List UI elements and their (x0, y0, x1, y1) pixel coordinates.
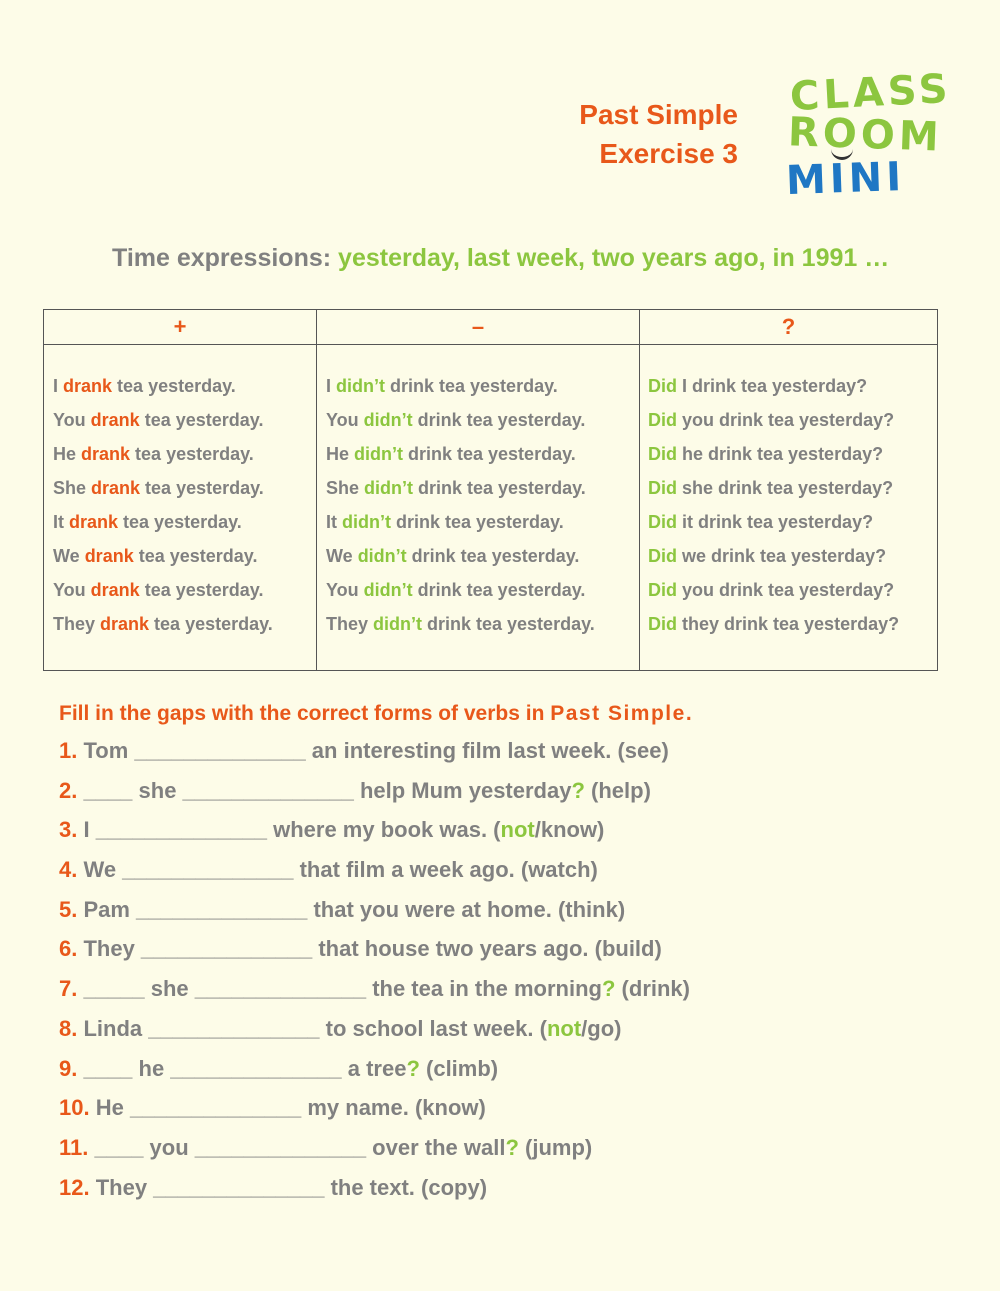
negative-sentence (326, 573, 639, 607)
sentence-auxiliary: Did (648, 478, 677, 498)
exercise-item (59, 890, 959, 930)
sentence-rest: drink tea yesterday. (412, 410, 586, 430)
item-number: 8. (59, 1015, 78, 1041)
sentence-subject: We (326, 546, 358, 566)
question-sentence (648, 471, 937, 505)
negative-sentence (326, 505, 639, 539)
sentence-rest: tea yesterday. (149, 614, 273, 634)
item-number: 6. (59, 936, 78, 962)
exercise-item (59, 929, 959, 969)
question-sentence (648, 403, 937, 437)
logo-line-2: ROOM (787, 109, 944, 161)
item-text: They ______________ the text. (copy) (89, 1174, 488, 1200)
item-text: They ______________ that house two years ago. (build) (77, 936, 662, 962)
sentence-auxiliary: didn’t (363, 580, 413, 600)
sentence-subject: She (326, 478, 365, 498)
item-text: Tom ______________ an interesting film last week. (see) (77, 738, 669, 763)
affirmative-header: + (44, 310, 316, 345)
question-list (640, 345, 937, 641)
negative-column (316, 310, 639, 670)
exercise-item (59, 850, 959, 890)
item-number: 10. (59, 1095, 90, 1121)
exercise-instruction (59, 697, 959, 731)
sentence-subject: It (326, 512, 342, 532)
sentence-auxiliary: didn’t (342, 512, 391, 532)
item-highlight: not (546, 1015, 582, 1041)
instruction-emphasis: Past Simple (550, 702, 686, 725)
item-highlight: ? (601, 976, 616, 1002)
sentence-subject: I (53, 376, 64, 396)
logo-line-3: MINI (785, 153, 906, 205)
question-sentence (648, 607, 937, 641)
affirmative-sentence (53, 471, 316, 505)
affirmative-sentence (53, 403, 316, 437)
title-line-1: Past Simple (579, 99, 738, 130)
exercise-item (59, 1168, 959, 1208)
sentence-rest: you drink tea yesterday? (677, 580, 895, 600)
item-text: I ______________ where my book was. ( (77, 817, 501, 843)
sentence-rest: drink tea yesterday. (406, 546, 580, 566)
sentence-verb: drank (100, 614, 150, 634)
sentence-subject: You (326, 410, 364, 430)
exercise-item (59, 1128, 959, 1168)
sentence-rest: drink tea yesterday. (422, 614, 595, 634)
negative-header: – (317, 310, 639, 345)
sentence-rest: drink tea yesterday. (412, 580, 586, 600)
question-header: ? (640, 310, 937, 345)
sentence-rest: drink tea yesterday. (403, 444, 576, 464)
classroom-mini-logo (785, 65, 953, 205)
sentence-auxiliary: Did (648, 410, 677, 430)
item-highlight: not (500, 817, 535, 843)
exercise-item (59, 1049, 959, 1089)
item-highlight: ? (505, 1134, 519, 1160)
sentence-auxiliary: didn’t (336, 376, 385, 396)
sentence-rest: tea yesterday. (139, 410, 264, 430)
time-expressions-value: yesterday, last week, two years ago, in 1991 … (338, 244, 890, 272)
sentence-rest: tea yesterday. (118, 512, 242, 532)
sentence-subject: I (326, 376, 337, 396)
exercise-items (59, 731, 959, 1207)
item-text: Linda ______________ to school last week. ( (77, 1015, 547, 1041)
sentence-rest: tea yesterday. (112, 376, 236, 396)
sentence-rest: it drink tea yesterday? (677, 512, 874, 532)
sentence-auxiliary: didn’t (363, 410, 413, 430)
item-text: ____ she ______________ help Mum yesterday (77, 777, 572, 803)
negative-list (317, 345, 639, 641)
item-number: 11. (59, 1134, 89, 1160)
negative-sentence (326, 607, 639, 641)
exercise-item (59, 1088, 959, 1128)
item-highlight: ? (571, 777, 585, 803)
sentence-subject: They (326, 614, 374, 634)
sentence-rest: we drink tea yesterday? (677, 546, 887, 566)
item-number: 5. (59, 896, 78, 922)
sentence-rest: she drink tea yesterday? (677, 478, 894, 498)
sentence-subject: You (53, 410, 91, 430)
item-text: ____ you ______________ over the wall (88, 1134, 506, 1160)
affirmative-list (44, 345, 316, 641)
sentence-rest: tea yesterday. (130, 444, 254, 464)
sentence-auxiliary: didn’t (364, 478, 413, 498)
question-sentence (648, 437, 937, 471)
sentence-rest: tea yesterday. (139, 580, 264, 600)
sentence-auxiliary: Did (648, 512, 677, 532)
item-number: 7. (59, 976, 78, 1002)
item-number: 9. (59, 1055, 78, 1081)
sentence-auxiliary: Did (648, 580, 677, 600)
grammar-table (43, 309, 938, 671)
page-title (579, 95, 738, 173)
item-text: He ______________ my name. (know) (89, 1095, 486, 1121)
exercise-item (59, 969, 959, 1009)
sentence-auxiliary: didn’t (373, 614, 422, 634)
sentence-rest: tea yesterday. (133, 546, 258, 566)
sentence-rest: they drink tea yesterday? (677, 614, 900, 634)
time-expressions-label: Time expressions: (112, 244, 332, 272)
sentence-verb: drank (63, 376, 113, 396)
item-number: 4. (59, 857, 78, 883)
sentence-subject: He (53, 444, 82, 464)
exercise-item (59, 1009, 959, 1049)
time-expressions (112, 244, 889, 273)
sentence-subject: You (53, 580, 91, 600)
item-text: /go) (581, 1015, 622, 1041)
affirmative-column (44, 310, 316, 670)
exercise-item (59, 810, 959, 850)
affirmative-sentence (53, 437, 316, 471)
exercise-item (59, 731, 959, 771)
question-sentence (648, 369, 937, 403)
affirmative-sentence (53, 539, 316, 573)
sentence-subject: You (326, 580, 364, 600)
affirmative-sentence (53, 369, 316, 403)
sentence-rest: he drink tea yesterday? (677, 444, 884, 464)
exercise-item (59, 771, 959, 811)
item-text: ____ he ______________ a tree (77, 1055, 407, 1081)
sentence-rest: you drink tea yesterday? (677, 410, 895, 430)
instruction-period: . (685, 702, 692, 725)
item-text: /know) (534, 817, 605, 843)
sentence-verb: drank (91, 478, 141, 498)
sentence-verb: drank (90, 410, 140, 430)
sentence-auxiliary: Did (648, 546, 677, 566)
sentence-rest: I drink tea yesterday? (677, 376, 868, 396)
sentence-rest: drink tea yesterday. (385, 376, 558, 396)
question-sentence (648, 573, 937, 607)
sentence-verb: drank (84, 546, 134, 566)
sentence-auxiliary: Did (648, 376, 677, 396)
item-text: (help) (584, 777, 651, 803)
question-sentence (648, 539, 937, 573)
negative-sentence (326, 539, 639, 573)
item-text: We ______________ that film a week ago. (watch) (77, 857, 598, 883)
item-highlight: ? (406, 1055, 420, 1081)
item-text: (jump) (518, 1134, 593, 1160)
sentence-rest: tea yesterday. (140, 478, 264, 498)
negative-sentence (326, 403, 639, 437)
item-number: 3. (59, 817, 78, 843)
title-line-2: Exercise 3 (599, 138, 738, 169)
item-text: (drink) (615, 976, 690, 1002)
question-sentence (648, 505, 937, 539)
affirmative-sentence (53, 505, 316, 539)
sentence-auxiliary: Did (648, 614, 677, 634)
item-number: 12. (59, 1174, 90, 1200)
sentence-subject: We (53, 546, 85, 566)
exercise-section (59, 697, 959, 1207)
item-number: 1. (59, 738, 78, 763)
sentence-rest: drink tea yesterday. (413, 478, 586, 498)
sentence-auxiliary: didn’t (357, 546, 407, 566)
question-column (639, 310, 937, 670)
affirmative-sentence (53, 607, 316, 641)
sentence-subject: They (53, 614, 101, 634)
sentence-subject: He (326, 444, 355, 464)
negative-sentence (326, 471, 639, 505)
instruction-text: Fill in the gaps with the correct forms of verbs in (59, 702, 551, 725)
negative-sentence (326, 437, 639, 471)
sentence-auxiliary: Did (648, 444, 677, 464)
sentence-rest: drink tea yesterday. (390, 512, 564, 532)
sentence-verb: drank (81, 444, 131, 464)
item-text: (climb) (419, 1055, 499, 1081)
sentence-auxiliary: didn’t (354, 444, 403, 464)
item-text: Pam ______________ that you were at home. (think) (77, 896, 626, 922)
affirmative-sentence (53, 573, 316, 607)
sentence-subject: It (53, 512, 69, 532)
logo-line-1: CLASS (788, 65, 953, 121)
sentence-verb: drank (69, 512, 119, 532)
sentence-verb: drank (90, 580, 140, 600)
negative-sentence (326, 369, 639, 403)
item-text: _____ she ______________ the tea in the morning (77, 976, 602, 1002)
sentence-subject: She (53, 478, 92, 498)
item-number: 2. (59, 777, 78, 803)
